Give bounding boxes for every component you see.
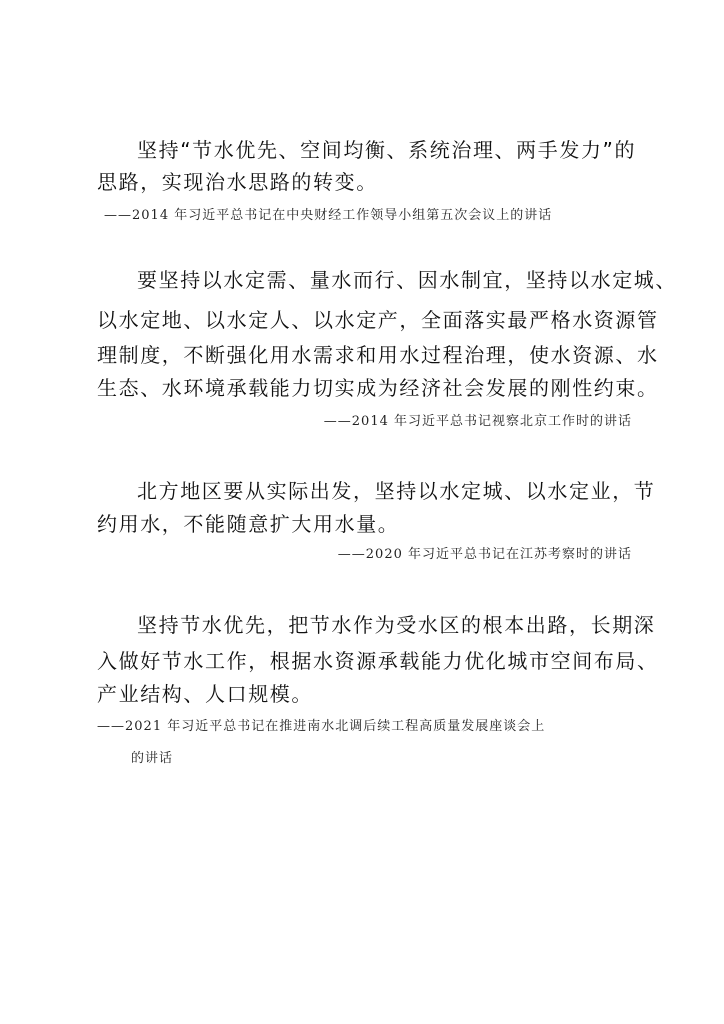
quote-1-line-2: 思路，实现治水思路的转变。 <box>97 170 378 194</box>
quote-4-line-2: 入做好节水工作，根据水资源承载能力优化城市空间布局、 <box>97 649 659 673</box>
quote-3-source: ——2020 年习近平总书记在江苏考察时的讲话 <box>337 547 632 562</box>
quote-2-line-3: 理制度，不断强化用水需求和用水过程治理，使水资源、水 <box>97 343 659 367</box>
quote-2-line-1: 要坚持以水定需、量水而行、因水制宜，坚持以水定城、 <box>137 268 677 292</box>
quote-3-line-2: 约用水，不能随意扩大用水量。 <box>97 512 400 536</box>
quote-1-line-1: 坚持“节水优先、空间均衡、系统治理、两手发力”的 <box>137 138 637 162</box>
quote-2-source: ——2014 年习近平总书记视察北京工作时的讲话 <box>323 414 632 429</box>
quote-4-source-line-1: ——2021 年习近平总书记在推进南水北调后续工程高质量发展座谈会上 <box>97 719 546 734</box>
quote-2-line-2: 以水定地、以水定人、以水定产，全面落实最严格水资源管 <box>97 308 659 332</box>
quote-2-line-4: 生态、水环境承载能力切实成为经济社会发展的刚性约束。 <box>97 376 659 400</box>
quote-4-line-3: 产业结构、人口规模。 <box>97 682 313 706</box>
quote-4-source-line-2: 的讲话 <box>131 751 174 766</box>
quote-4-line-1: 坚持节水优先，把节水作为受水区的根本出路，长期深 <box>137 613 656 637</box>
quote-1-source: ——2014 年习近平总书记在中央财经工作领导小组第五次会议上的讲话 <box>104 208 553 223</box>
quote-3-line-1: 北方地区要从实际出发，坚持以水定城、以水定业，节 <box>137 479 656 503</box>
